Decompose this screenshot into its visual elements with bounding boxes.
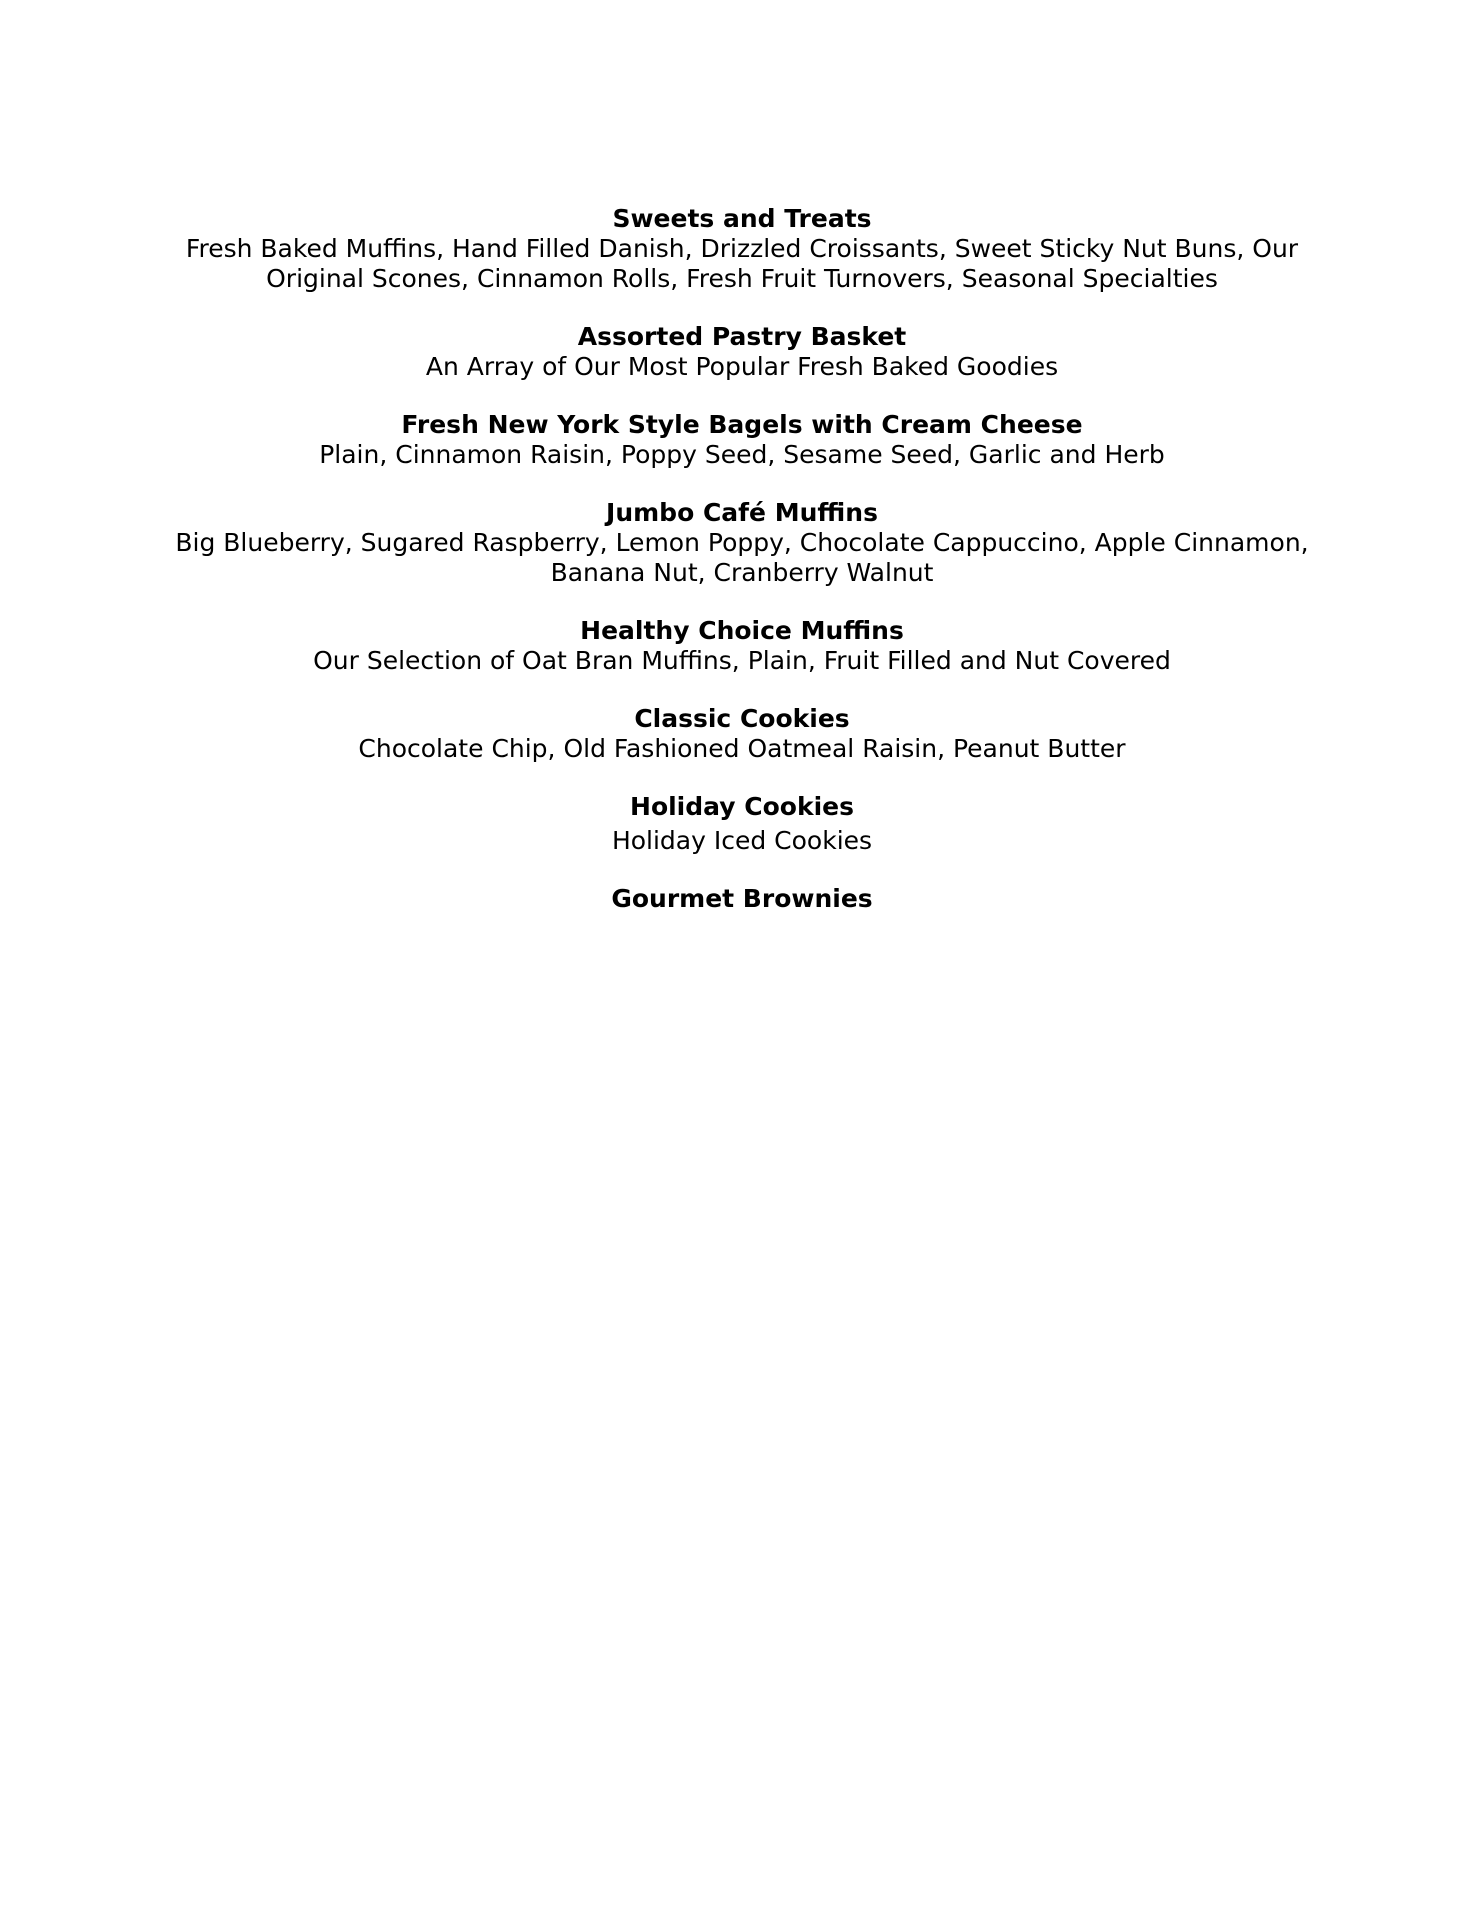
section-description-line: Chocolate Chip, Old Fashioned Oatmeal Raisin, Peanut Butter (358, 734, 1126, 763)
section-title: Assorted Pastry Basket (577, 322, 907, 351)
section-description-line: Big Blueberry, Sugared Raspberry, Lemon Poppy, Chocolate Cappuccino, Apple Cinnamon, (175, 528, 1309, 557)
menu-section-holiday-cookies (170, 792, 1314, 856)
menu-section-classic-cookies (170, 704, 1314, 764)
section-title: Sweets and Treats (612, 204, 872, 233)
section-description-line: Plain, Cinnamon Raisin, Poppy Seed, Sesame Seed, Garlic and Herb (319, 440, 1165, 469)
menu-section-sweets-and-treats (170, 204, 1314, 294)
menu-list (170, 204, 1314, 942)
section-description-line: An Array of Our Most Popular Fresh Baked Goodies (425, 352, 1059, 381)
menu-section-healthy-choice-muffins (170, 616, 1314, 676)
menu-section-gourmet-brownies (170, 884, 1314, 914)
section-description-line: Holiday Iced Cookies (611, 826, 873, 855)
section-title: Gourmet Brownies (611, 884, 873, 913)
section-title: Fresh New York Style Bagels with Cream Cheese (401, 410, 1083, 439)
section-title: Holiday Cookies (630, 792, 854, 821)
menu-section-assorted-pastry-basket (170, 322, 1314, 382)
section-description-line: Our Selection of Oat Bran Muffins, Plain, Fruit Filled and Nut Covered (313, 646, 1171, 675)
section-title: Jumbo Café Muffins (606, 498, 878, 527)
menu-section-jumbo-cafe-muffins (170, 498, 1314, 588)
section-title: Healthy Choice Muffins (580, 616, 904, 645)
section-description-line: Fresh Baked Muffins, Hand Filled Danish, Drizzled Croissants, Sweet Sticky Nut Buns, Our (185, 234, 1299, 263)
section-description-line: Banana Nut, Cranberry Walnut (550, 558, 934, 587)
menu-section-bagels (170, 410, 1314, 470)
section-description-line: Original Scones, Cinnamon Rolls, Fresh Fruit Turnovers, Seasonal Specialties (266, 264, 1218, 293)
section-title: Classic Cookies (634, 704, 850, 733)
